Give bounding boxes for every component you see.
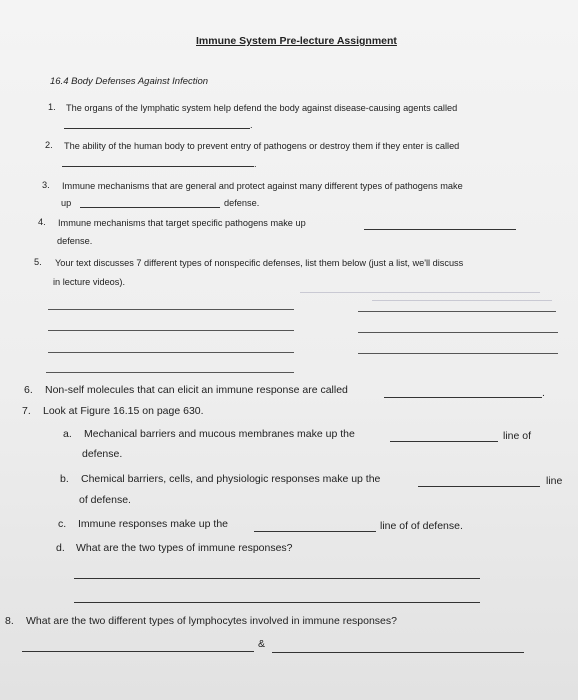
q7a-answer-line[interactable] — [390, 441, 498, 442]
q7a-text: Mechanical barriers and mucous membranes make up the — [84, 428, 355, 440]
q1-number: 1. — [48, 102, 56, 112]
q7b-label: b. — [60, 473, 69, 485]
q7d-text: What are the two types of immune responses? — [76, 542, 293, 554]
q4-number: 4. — [38, 217, 46, 227]
q5-text-line1: Your text discusses 7 different types of nonspecific defenses, list them below (just a list, we'll discuss — [55, 258, 464, 268]
q8-ampersand: & — [258, 638, 266, 650]
q7b-text: Chemical barriers, cells, and physiologic responses make up the — [81, 473, 381, 485]
q7b-answer-line[interactable] — [418, 486, 540, 487]
bleed-through-mark — [372, 300, 552, 301]
q1-text: The organs of the lymphatic system help defend the body against disease-causing agents called — [66, 103, 458, 113]
q5-answer-line[interactable] — [48, 330, 294, 331]
q7d-label: d. — [56, 542, 65, 554]
q6-number: 6. — [24, 384, 33, 396]
q2-answer-line[interactable] — [62, 166, 254, 167]
q3-text: Immune mechanisms that are general and protect against many different types of pathogens make — [62, 181, 463, 191]
q8-number: 8. — [5, 615, 14, 627]
q7c-text: Immune responses make up the — [78, 518, 228, 530]
q7a-label: a. — [63, 428, 72, 440]
q7d-answer-line[interactable] — [74, 602, 480, 603]
q7a-continued: defense. — [82, 448, 123, 460]
q4-text: Immune mechanisms that target specific pathogens make up — [58, 218, 306, 228]
q7b-post: line — [546, 475, 563, 487]
q4-defense-label: defense. — [57, 236, 93, 246]
q7c-answer-line[interactable] — [254, 531, 376, 532]
q8-answer-line-2[interactable] — [272, 652, 524, 653]
q7c-post: line of of defense. — [380, 520, 463, 532]
q7d-answer-line[interactable] — [74, 578, 480, 579]
q4-answer-line[interactable] — [364, 229, 516, 230]
q3-number: 3. — [42, 180, 50, 190]
q5-answer-line[interactable] — [358, 311, 556, 312]
q8-text: What are the two different types of lymphocytes involved in immune responses? — [26, 615, 397, 627]
bleed-through-mark — [300, 292, 540, 293]
q8-answer-line-1[interactable] — [22, 651, 254, 652]
q7-text: Look at Figure 16.15 on page 630. — [43, 405, 204, 417]
q7c-label: c. — [58, 518, 67, 530]
section-heading: 16.4 Body Defenses Against Infection — [50, 76, 209, 87]
q3-answer-line[interactable] — [80, 207, 220, 208]
q7-number: 7. — [22, 405, 31, 417]
q5-number: 5. — [34, 257, 42, 267]
q5-answer-line[interactable] — [358, 332, 558, 333]
q2-number: 2. — [45, 140, 53, 150]
q2-period: . — [254, 159, 257, 169]
q3-up-label: up — [61, 198, 72, 208]
q5-answer-line[interactable] — [48, 309, 294, 310]
q6-answer-line[interactable] — [384, 397, 542, 398]
q5-text-line2: in lecture videos). — [53, 277, 126, 287]
q5-answer-line[interactable] — [48, 352, 294, 353]
q5-answer-line[interactable] — [46, 372, 294, 373]
q2-text: The ability of the human body to prevent entry of pathogens or destroy them if they enter is called — [64, 141, 460, 151]
q7b-continued: of defense. — [79, 494, 131, 506]
q3-defense-label: defense. — [224, 198, 260, 208]
page-title: Immune System Pre-lecture Assignment — [196, 35, 397, 47]
q1-period: . — [250, 120, 253, 130]
q7a-post: line of — [503, 430, 532, 442]
q6-text: Non-self molecules that can elicit an immune response are called — [45, 384, 348, 396]
q5-answer-line[interactable] — [358, 353, 558, 354]
q6-period: . — [542, 387, 545, 399]
q1-answer-line[interactable] — [64, 128, 250, 129]
